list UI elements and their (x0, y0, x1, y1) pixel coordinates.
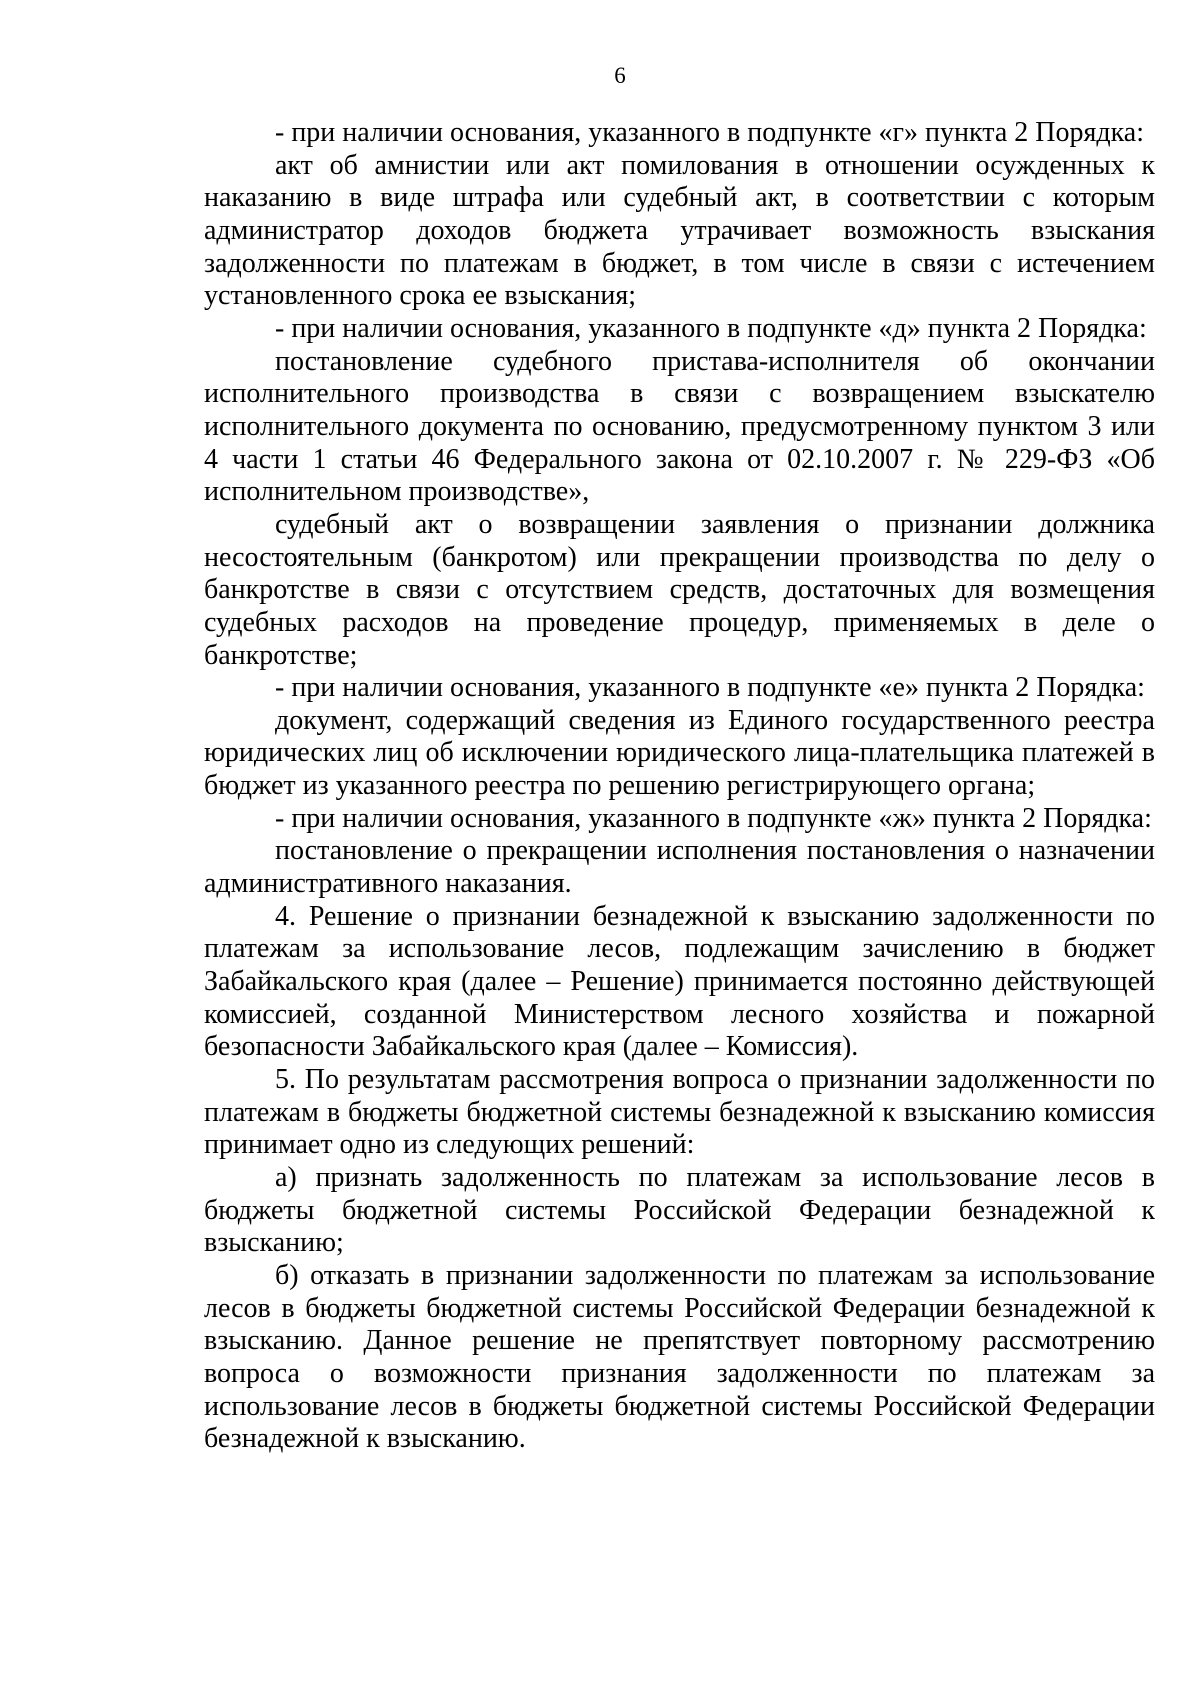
paragraph-9: постановление о прекращении исполнения постановления о назначении административного наказания. (204, 835, 1155, 900)
document-body (204, 117, 1155, 1456)
paragraph-1: - при наличии основания, указанного в подпункте «г» пункта 2 Порядка: (275, 117, 1144, 148)
paragraph-4: постановление судебного пристава-исполнителя об окончании исполнительного производства в связи с возвращением взыскателю исполнительного документа по основанию, предусмотренному пунктом 3 или 4 части 1 статьи 46 Федерального закона от 02.10.2007 г. № 229-ФЗ «Об исполнительном производстве», (204, 345, 1155, 508)
paragraph-7: документ, содержащий сведения из Единого государственного реестра юридических лиц об исключении юридического лица-плательщика платежей в бюджет из указанного реестра по решению регистрирующего органа; (204, 704, 1155, 802)
paragraph-6: - при наличии основания, указанного в подпункте «е» пункта 2 Порядка: (275, 672, 1145, 704)
paragraph-8: - при наличии основания, указанного в подпункте «ж» пункта 2 Порядка: (275, 802, 1152, 834)
paragraph-10: 4. Решение о признании безнадежной к взысканию задолженности по платежам за использование лесов, подлежащим зачислению в бюджет Забайкальского края (далее – Решение) принимается постоянно действующей комиссией, созданной Министерством лесного хозяйства и пожарной безопасности Забайкальского края (далее – Комиссия). (204, 900, 1155, 1063)
paragraph-3: - при наличии основания, указанного в подпункте «д» пункта 2 Порядка: (275, 312, 1147, 344)
paragraph-5: судебный акт о возвращении заявления о признании должника несостоятельным (банкротом) или прекращении производства по делу о банкротстве в связи с отсутствием средств, достаточных для возмещения судебных расходов на проведение процедур, применяемых в деле о банкротстве; (204, 508, 1155, 671)
paragraph-11: 5. По результатам рассмотрения вопроса о признании задолженности по платежам в бюджеты бюджетной системы безнадежной к взысканию комиссия принимает одно из следующих решений: (204, 1064, 1155, 1161)
page-number: 6 (614, 63, 626, 88)
paragraph-12: а) признать задолженность по платежам за использование лесов в бюджеты бюджетной системы Российской Федерации безнадежной к взысканию; (204, 1162, 1155, 1259)
paragraph-13: б) отказать в признании задолженности по платежам за использование лесов в бюджеты бюджетной системы Российской Федерации безнадежной к взысканию. Данное решение не препятствует повторному рассмотрению вопроса о возможности признания задолженности по платежам за использование лесов в бюджеты бюджетной системы Российской Федерации безнадежной к взысканию. (204, 1259, 1155, 1455)
paragraph-2: акт об амнистии или акт помилования в отношении осужденных к наказанию в виде штрафа или судебный акт, в соответствии с которым администратор доходов бюджета утрачивает возможность взыскания задолженности по платежам в бюджет, в том числе в связи с истечением установленного срока ее взыскания; (204, 149, 1155, 312)
